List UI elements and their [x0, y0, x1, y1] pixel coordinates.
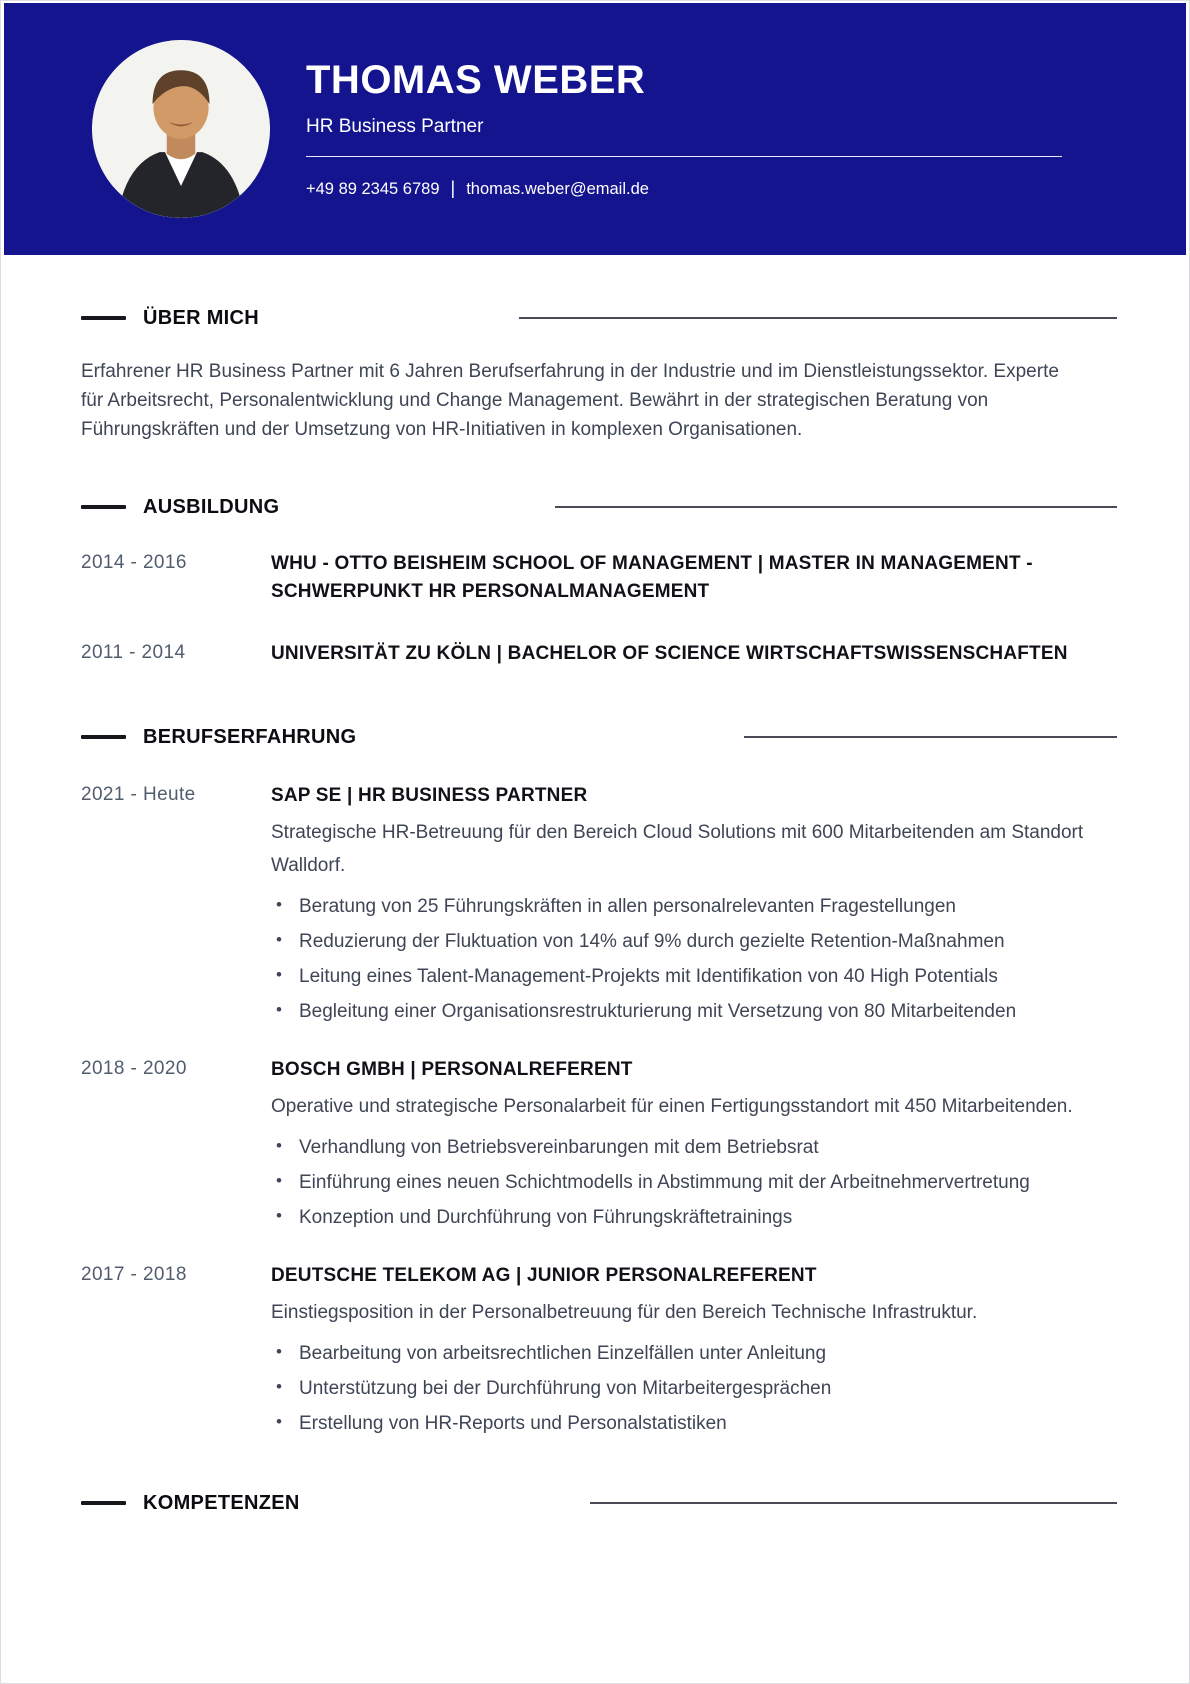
section-dash [81, 505, 126, 509]
experience-item-body [271, 816, 1117, 1026]
experience-description: Operative und strategische Personalarbeit für einen Fertigungsstandort mit 450 Mitarbeitenden. [271, 1096, 1073, 1117]
section-education [81, 494, 1117, 668]
skills-heading: KOMPETENZEN [143, 1492, 300, 1514]
skills-section-header [81, 1490, 1117, 1516]
header-divider [306, 156, 1062, 157]
bullet-item: • Begleitung einer Organisationsrestrukturierung mit Versetzung von 80 Mitarbeitenden [271, 997, 1111, 1026]
experience-bullets [271, 892, 1117, 1026]
experience-title: BOSCH GMBH | PERSONALREFERENT [271, 1059, 633, 1080]
contact-line [306, 179, 1062, 200]
person-icon [92, 40, 270, 218]
bullet-item: • Bearbeitung von arbeitsrechtlichen Einzelfällen unter Anleitung [271, 1339, 1111, 1368]
section-about [81, 305, 1117, 444]
experience-item-header [81, 1262, 1117, 1290]
education-title: WHU - OTTO BEISHEIM SCHOOL OF MANAGEMENT | MASTER IN MANAGEMENT - SCHWERPUNKT HR PERSONALMANAGEMENT [271, 553, 1033, 602]
experience-title: SAP SE | HR BUSINESS PARTNER [271, 785, 588, 806]
bullet-item: • Erstellung von HR-Reports und Personalstatistiken [271, 1409, 1111, 1438]
education-item [81, 550, 1117, 606]
experience-item-header [81, 1056, 1117, 1084]
header [4, 3, 1186, 255]
contact-separator: | [450, 178, 456, 198]
bullet-item: • Unterstützung bei der Durchführung von Mitarbeitergesprächen [271, 1374, 1111, 1403]
experience-item [81, 1056, 1117, 1232]
education-title: UNIVERSITÄT ZU KÖLN | BACHELOR OF SCIENCE WIRTSCHAFTSWISSENSCHAFTEN [271, 643, 1068, 664]
job-title: HR Business Partner [306, 116, 484, 137]
bullet-item: • Beratung von 25 Führungskräften in allen personalrelevanten Fragestellungen [271, 892, 1111, 921]
bullet-item: • Reduzierung der Fluktuation von 14% auf 9% durch gezielte Retention-Maßnahmen [271, 927, 1111, 956]
education-period: 2011 - 2014 [81, 642, 186, 663]
section-dash [81, 735, 126, 739]
experience-period: 2021 - Heute [81, 784, 196, 805]
section-rule [744, 736, 1117, 738]
phone-number: +49 89 2345 6789 [306, 180, 440, 198]
content [1, 305, 1189, 1516]
section-skills [81, 1490, 1117, 1516]
experience-item-header [81, 782, 1117, 810]
bullet-item: • Konzeption und Durchführung von Führungskräftetrainings [271, 1203, 1111, 1232]
profile-photo [92, 40, 270, 218]
experience-section-header [81, 724, 1117, 750]
education-section-header [81, 494, 1117, 520]
section-rule [555, 506, 1117, 508]
bullet-item: • Leitung eines Talent-Management-Projekts mit Identifikation von 40 High Potentials [271, 962, 1111, 991]
experience-title: DEUTSCHE TELEKOM AG | JUNIOR PERSONALREFERENT [271, 1265, 817, 1286]
experience-item-body [271, 1090, 1117, 1232]
section-rule [519, 317, 1117, 319]
education-period: 2014 - 2016 [81, 552, 187, 573]
experience-item [81, 782, 1117, 1026]
section-dash [81, 316, 126, 320]
header-text [306, 58, 1062, 200]
experience-item [81, 1262, 1117, 1438]
education-heading: AUSBILDUNG [143, 496, 280, 518]
about-text: Erfahrener HR Business Partner mit 6 Jahren Berufserfahrung in der Industrie und im Dienstleistungssektor. Experte für Arbeitsrecht, Personalentwicklung und Change Management. Bewährt in der strategischen Beratung von Führungskräften und der Umsetzung von HR-Initiativen in komplexen Organisationen. [81, 361, 1059, 440]
education-item [81, 640, 1117, 668]
bullet-item: • Einführung eines neuen Schichtmodells in Abstimmung mit der Arbeitnehmervertretung [271, 1168, 1111, 1197]
experience-heading: BERUFSERFAHRUNG [143, 726, 357, 748]
name-heading: THOMAS WEBER [306, 58, 646, 102]
experience-description: Einstiegsposition in der Personalbetreuung für den Bereich Technische Infrastruktur. [271, 1302, 978, 1323]
section-experience [81, 724, 1117, 1438]
experience-period: 2018 - 2020 [81, 1058, 187, 1079]
about-section-header [81, 305, 1117, 331]
section-rule [590, 1502, 1117, 1504]
experience-description: Strategische HR-Betreuung für den Bereich Cloud Solutions mit 600 Mitarbeitenden am Standort Walldorf. [271, 822, 1084, 876]
experience-item-body [271, 1296, 1117, 1438]
email-address: thomas.weber@email.de [466, 180, 649, 198]
experience-bullets [271, 1133, 1117, 1232]
about-heading: ÜBER MICH [143, 307, 260, 329]
experience-period: 2017 - 2018 [81, 1264, 187, 1285]
experience-bullets [271, 1339, 1117, 1438]
section-dash [81, 1501, 126, 1505]
bullet-item: • Verhandlung von Betriebsvereinbarungen mit dem Betriebsrat [271, 1133, 1111, 1162]
